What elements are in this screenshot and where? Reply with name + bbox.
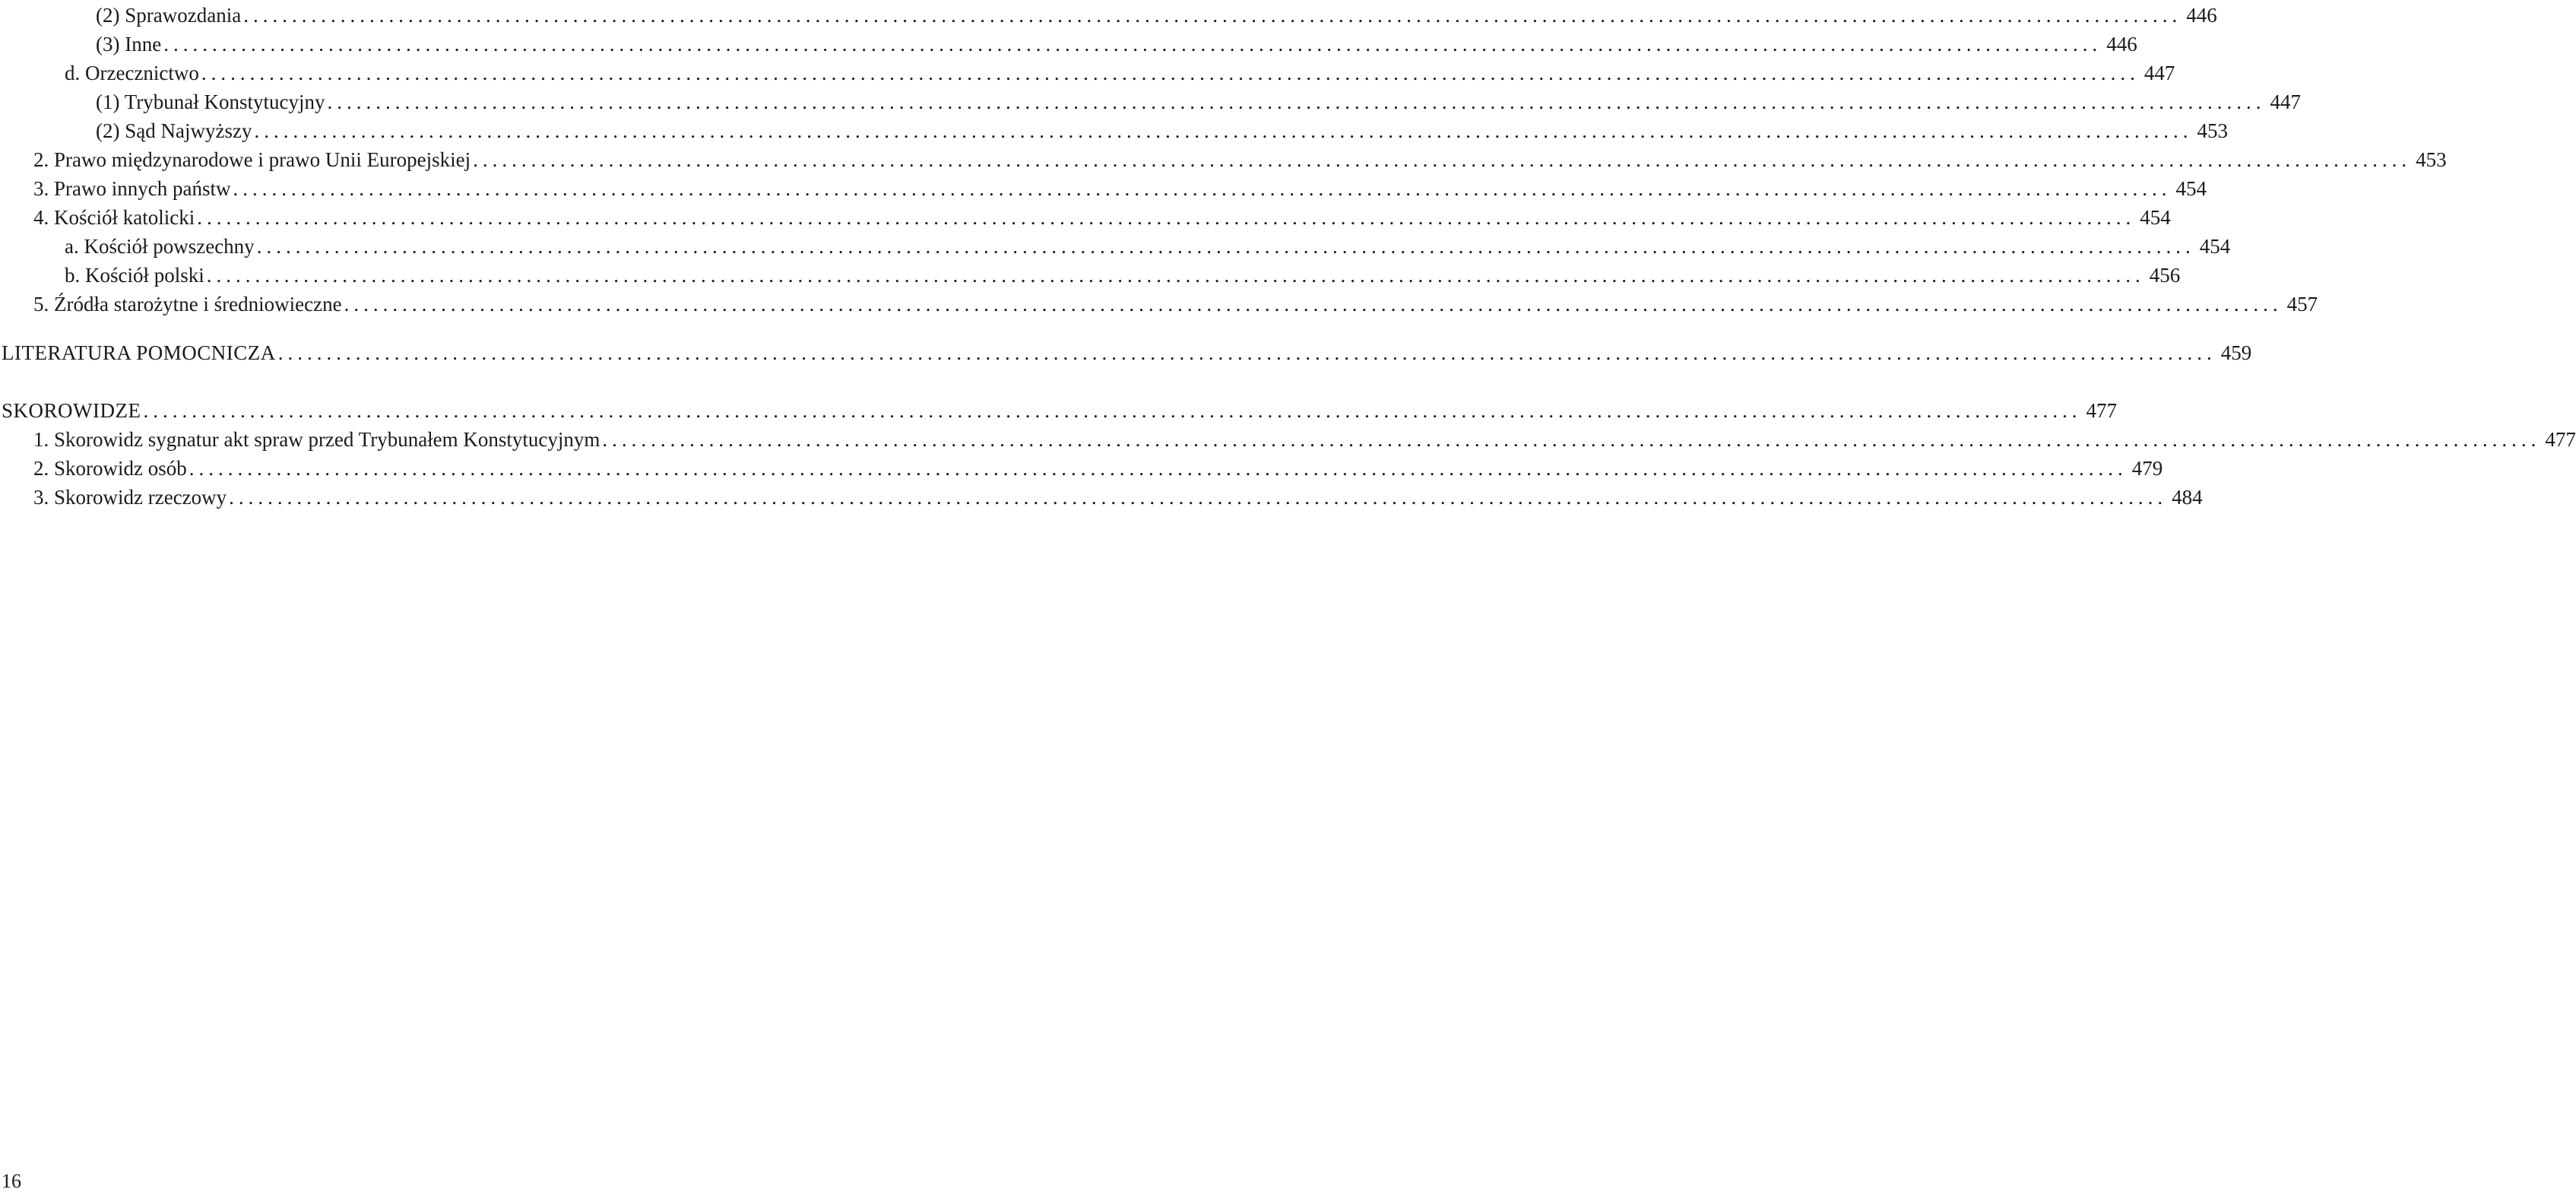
toc-entry-page: 477 bbox=[2545, 428, 2576, 451]
toc-entry bbox=[0, 453, 2163, 484]
toc-entry-title: Trybunał Konstytucyjny bbox=[124, 90, 325, 113]
toc-entry-page: 446 bbox=[2186, 4, 2217, 27]
toc-entry-page: 453 bbox=[2416, 148, 2447, 171]
dot-leader: ........................................................................................................................................................................................................ bbox=[229, 486, 2168, 509]
dot-leader: ........................................................................................................................................................................................................ bbox=[201, 62, 2140, 84]
toc-entry bbox=[0, 202, 2171, 233]
toc-entry-title: Źródła starożytne i średniowieczne bbox=[54, 293, 342, 316]
toc-entry-page: 484 bbox=[2172, 486, 2203, 509]
toc-entry-number: 3. bbox=[33, 177, 49, 200]
toc-entry-number: (1) bbox=[96, 90, 120, 113]
toc-entry-number: 2. bbox=[33, 457, 49, 480]
toc-entry-title: Sąd Najwyższy bbox=[125, 119, 252, 142]
toc-entry-label bbox=[96, 0, 241, 30]
toc-entry-page: 447 bbox=[2143, 62, 2175, 84]
toc-entry-label bbox=[65, 231, 255, 262]
toc-entry-title: Skorowidz sygnatur akt spraw przed Trybunałem Konstytucyjnym bbox=[54, 428, 600, 451]
dot-leader: ........................................................................................................................................................................................................ bbox=[602, 428, 2541, 451]
dot-leader: ........................................................................................................................................................................................................ bbox=[254, 119, 2193, 142]
toc-entry-title: Skorowidz rzeczowy bbox=[54, 486, 227, 509]
toc-entry-page: 477 bbox=[2086, 399, 2117, 422]
dot-leader: ........................................................................................................................................................................................................ bbox=[189, 457, 2128, 480]
page-number: 16 bbox=[2, 1170, 21, 1192]
toc-entry-label bbox=[65, 260, 204, 290]
toc-section-heading bbox=[0, 338, 2252, 368]
toc-entry-page: 456 bbox=[2149, 264, 2181, 287]
toc-entry bbox=[0, 482, 2203, 512]
toc-entry-label bbox=[33, 202, 195, 233]
toc-entry-page: 454 bbox=[2140, 206, 2171, 229]
toc-entry-number: d. bbox=[65, 62, 81, 84]
toc-entry-number: 4. bbox=[33, 206, 49, 229]
dot-leader: ........................................................................................................................................................................................................ bbox=[143, 399, 2082, 422]
toc-entry-title: Prawo innych państw bbox=[54, 177, 231, 200]
toc-entry bbox=[0, 260, 2181, 290]
toc-entry-label bbox=[33, 173, 230, 204]
dot-leader: ........................................................................................................................................................................................................ bbox=[277, 341, 2216, 364]
toc-entry-title: LITERATURA POMOCNICZA bbox=[2, 341, 276, 364]
dot-leader: ........................................................................................................................................................................................................ bbox=[473, 148, 2412, 171]
toc-entry bbox=[0, 58, 2175, 88]
toc-entry-number: 1. bbox=[33, 428, 49, 451]
toc-entry-page: 447 bbox=[2270, 90, 2302, 113]
toc-entry-number: 2. bbox=[33, 148, 49, 171]
toc-entry-title: Kościół katolicki bbox=[54, 206, 195, 229]
toc-entry-label bbox=[33, 482, 227, 512]
dot-leader: ........................................................................................................................................................................................................ bbox=[243, 4, 2182, 27]
toc-entry bbox=[0, 87, 2302, 117]
toc-entry-label bbox=[33, 289, 342, 319]
toc-entry-page: 454 bbox=[2199, 235, 2231, 258]
toc-entry-number: 5. bbox=[33, 293, 49, 316]
toc-entry-title: SKOROWIDZE bbox=[2, 399, 141, 422]
toc-entry bbox=[0, 116, 2228, 146]
toc-entry-number: 3. bbox=[33, 486, 49, 509]
dot-leader: ........................................................................................................................................................................................................ bbox=[256, 235, 2195, 258]
toc-entry bbox=[0, 231, 2231, 262]
toc-entry-page: 459 bbox=[2220, 341, 2252, 364]
toc-entry-title: Prawo międzynarodowe i prawo Unii Europejskiej bbox=[54, 148, 471, 171]
toc-entry-title: Skorowidz osób bbox=[54, 457, 187, 480]
toc-entry-title: Inne bbox=[125, 33, 162, 56]
toc-entry-label bbox=[96, 29, 161, 59]
toc-entry-label bbox=[33, 453, 187, 484]
dot-leader: ........................................................................................................................................................................................................ bbox=[163, 33, 2102, 56]
dot-leader: ........................................................................................................................................................................................................ bbox=[197, 206, 2136, 229]
toc-entry-page: 446 bbox=[2106, 33, 2137, 56]
toc-entry bbox=[0, 0, 2217, 30]
toc-entry-page: 479 bbox=[2131, 457, 2163, 480]
toc-entry-number: (3) bbox=[96, 33, 120, 56]
dot-leader: ........................................................................................................................................................................................................ bbox=[206, 264, 2145, 287]
toc-section-heading bbox=[0, 395, 2117, 426]
dot-leader: ........................................................................................................................................................................................................ bbox=[344, 293, 2283, 316]
toc-entry-page: 454 bbox=[2175, 177, 2207, 200]
toc-entry bbox=[0, 289, 2318, 319]
toc-entry-page: 457 bbox=[2286, 293, 2318, 316]
toc-entry-label bbox=[96, 116, 252, 146]
toc-entry bbox=[0, 29, 2137, 59]
toc-entry-title: Kościół powszechny bbox=[84, 235, 255, 258]
toc-entry-label bbox=[96, 87, 325, 117]
toc-entry-title: Sprawozdania bbox=[125, 4, 242, 27]
toc-entry-number: b. bbox=[65, 264, 81, 287]
toc-entry-title: Kościół polski bbox=[85, 264, 204, 287]
toc-entry-label bbox=[65, 58, 199, 88]
toc-entry-number: a. bbox=[65, 235, 79, 258]
toc-entry-page: 453 bbox=[2197, 119, 2228, 142]
dot-leader: ........................................................................................................................................................................................................ bbox=[233, 177, 2172, 200]
toc-entry-label bbox=[33, 424, 600, 455]
toc-entry-title: Orzecznictwo bbox=[85, 62, 199, 84]
toc-entry bbox=[0, 424, 2576, 455]
toc-entry-number: (2) bbox=[96, 119, 120, 142]
dot-leader: ........................................................................................................................................................................................................ bbox=[327, 90, 2266, 113]
toc-entry bbox=[0, 173, 2207, 204]
toc-entry bbox=[0, 144, 2447, 175]
toc-entry-number: (2) bbox=[96, 4, 120, 27]
toc-entry-label bbox=[33, 144, 471, 175]
